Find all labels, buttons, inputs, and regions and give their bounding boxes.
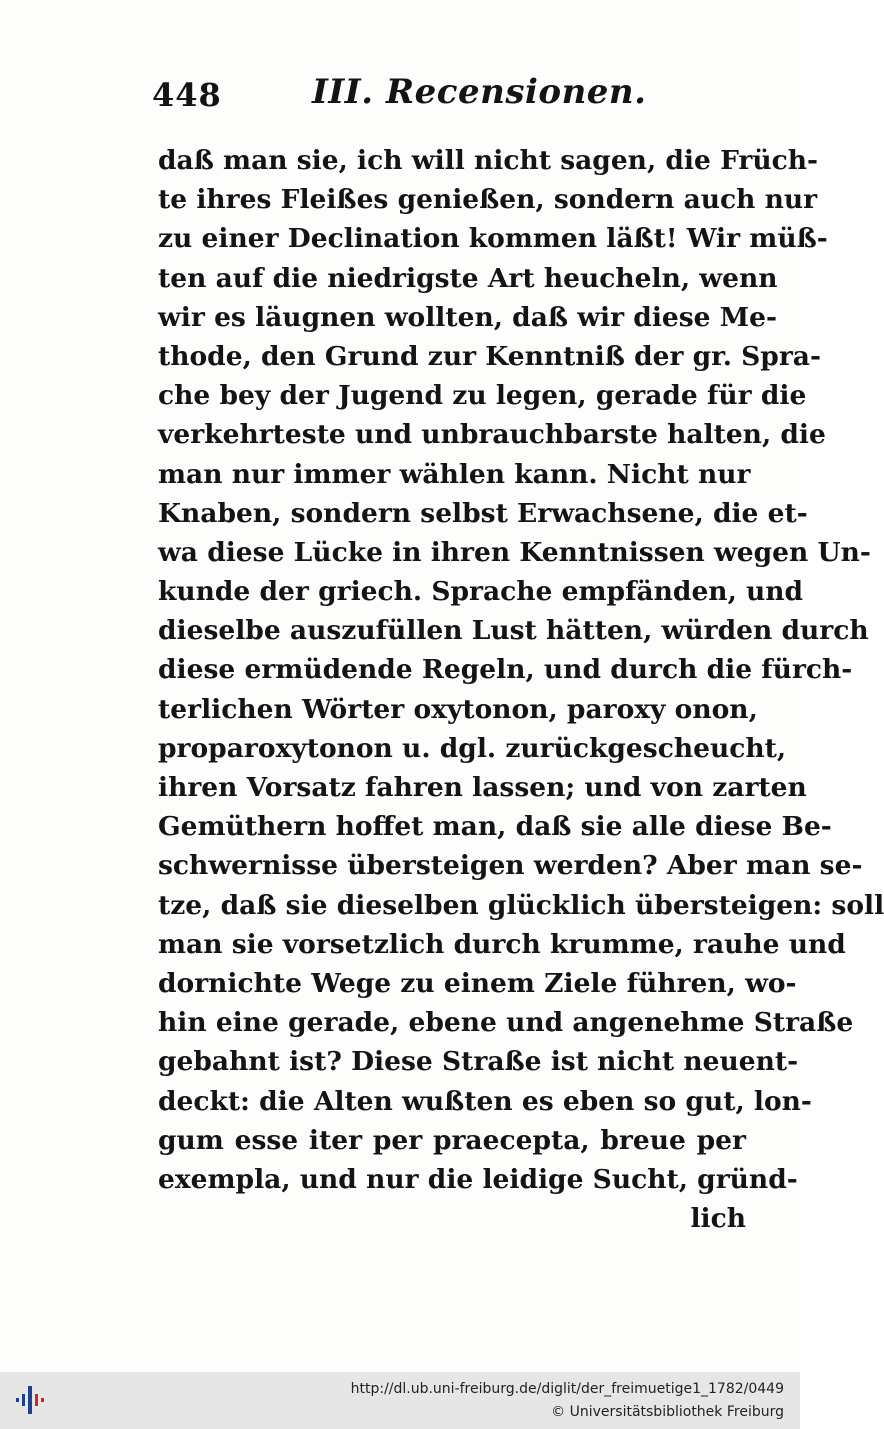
text-line: schwernisse übersteigen werden? Aber man se-: [158, 850, 863, 882]
text-line: Knaben, sondern selbst Erwachsene, die et-: [158, 497, 808, 529]
text-line: gebahnt ist? Diese Straße ist nicht neuent-: [158, 1046, 799, 1078]
text-line: hin eine gerade, ebene und angenehme Straße: [158, 1007, 854, 1039]
text-line: exempla, und nur die leidige Sucht, gründ-: [158, 1163, 798, 1195]
copyright-notice: © Universitätsbibliothek Freiburg: [551, 1404, 784, 1420]
text-line: Gemüthern hoffet man, daß sie alle diese Be-: [158, 811, 832, 843]
text-line: dornichte Wege zu einem Ziele führen, wo-: [158, 967, 797, 999]
running-head: III. Recensionen.: [312, 72, 647, 112]
text-line: daß man sie, ich will nicht sagen, die Früch-: [158, 145, 819, 176]
text-line: diese ermüdende Regeln, und durch die fürch-: [158, 654, 853, 686]
text-line: wa diese Lücke in ihren Kenntnissen wegen Un-: [158, 536, 871, 568]
viewer-footer: [0, 1372, 800, 1429]
text-line: man nur immer wählen kann. Nicht nur: [158, 458, 751, 490]
text-line: dieselbe auszufüllen Lust hätten, würden durch: [158, 615, 869, 647]
text-line: tze, daß sie dieselben glücklich übersteigen: soll: [158, 889, 884, 921]
text-line: kunde der griech. Sprache empfänden, und: [158, 576, 804, 608]
text-line: ten auf die niedrigste Art heucheln, wenn: [158, 262, 778, 294]
text-line: deckt: die Alten wußten es eben so gut, lon-: [158, 1085, 812, 1117]
text-line: wir es läugnen wollten, daß wir diese Me-: [158, 301, 777, 333]
ub-freiburg-logo-icon: [12, 1380, 52, 1420]
text-line: thode, den Grund zur Kenntniß der gr. Spra-: [158, 340, 821, 372]
catchword: lich: [690, 1203, 746, 1235]
text-line: che bey der Jugend zu legen, gerade für die: [158, 380, 807, 412]
text-line: man sie vorsetzlich durch krumme, rauhe und: [158, 928, 846, 960]
body-text: [158, 141, 884, 1238]
text-line: gum esse iter per praecepta, breue per: [158, 1124, 746, 1156]
text-line: zu einer Declination kommen läßt! Wir müß-: [158, 223, 828, 255]
text-line: terlichen Wörter oxytonon, paroxy onon,: [158, 693, 758, 725]
text-line: ihren Vorsatz fahren lassen; und von zarten: [158, 772, 807, 803]
text-line: proparoxytonon u. dgl. zurückgescheucht,: [158, 732, 787, 764]
text-line: verkehrteste und unbrauchbarste halten, die: [158, 419, 826, 451]
text-line: te ihres Fleißes genießen, sondern auch nur: [158, 184, 818, 216]
source-url[interactable]: http://dl.ub.uni-freiburg.de/diglit/der_freimuetige1_1782/0449: [350, 1381, 784, 1397]
page-number: 448: [152, 76, 222, 114]
